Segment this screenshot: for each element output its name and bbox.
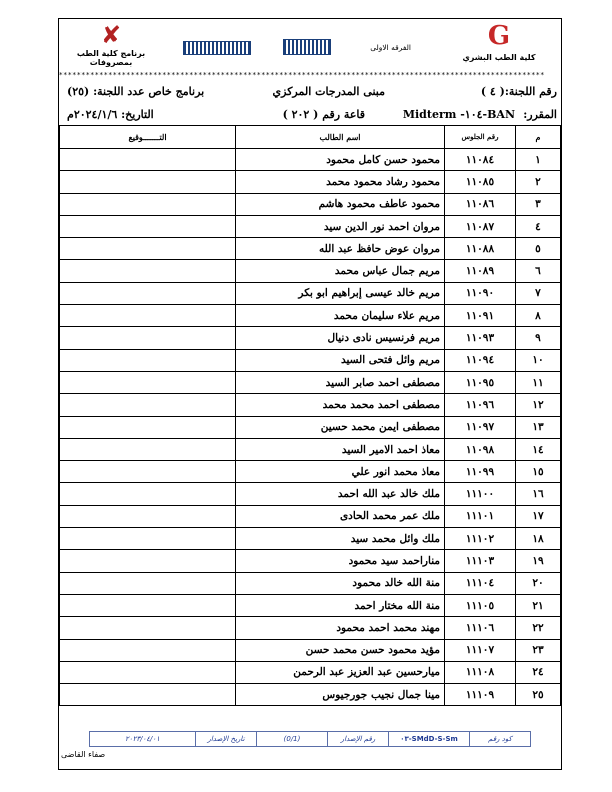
seat-number: ١١٠٨٧: [445, 215, 516, 237]
table-row: [60, 193, 561, 215]
row-number: ١٢: [516, 394, 561, 416]
signature-cell[interactable]: [60, 282, 236, 304]
table-row: [60, 594, 561, 616]
footer-date-value: ٢٠٢٣/٠٤/٠١: [125, 735, 160, 743]
star-divider: ************************************************************************************************************: [59, 71, 545, 79]
student-name: مريم خالد عيسى إبراهيم ابو بكر: [236, 282, 445, 304]
row-number: ١٩: [516, 550, 561, 572]
table-header-row: [60, 126, 561, 149]
row-number: ٦: [516, 260, 561, 282]
signature-cell[interactable]: [60, 193, 236, 215]
column-header-number: م: [516, 126, 561, 149]
document-footer: [89, 731, 531, 747]
attendance-table: [59, 125, 561, 706]
table-row: [60, 684, 561, 706]
table-row: [60, 550, 561, 572]
row-number: ٨: [516, 305, 561, 327]
footer-issue-label: رقم الإصدار: [327, 732, 388, 746]
seat-number: ١١١٠٧: [445, 639, 516, 661]
student-name: ملك وائل محمد سيد: [236, 528, 445, 550]
student-name: ملك عمر محمد الحادى: [236, 505, 445, 527]
student-name: مروان احمد نور الدين سيد: [236, 215, 445, 237]
program-logo-icon: ✘: [100, 21, 122, 49]
student-name: ملك خالد عبد الله احمد: [236, 483, 445, 505]
seat-number: ١١١٠٣: [445, 550, 516, 572]
year-label: الفرقه الاولى: [370, 43, 411, 52]
table-row: [60, 260, 561, 282]
program-logo: [61, 21, 161, 71]
row-number: ١٧: [516, 505, 561, 527]
seat-number: ١١٠٨٨: [445, 238, 516, 260]
signature-cell[interactable]: [60, 215, 236, 237]
course-label: المقرر:: [523, 108, 557, 121]
student-name: ميارحسين عبد العزيز عبد الرحمن: [236, 661, 445, 683]
row-number: ١٤: [516, 438, 561, 460]
signature-cell[interactable]: [60, 171, 236, 193]
committee-number: رقم اللجنة:( ٤ ): [480, 85, 557, 98]
student-name: مينا جمال نجيب جورجيوس: [236, 684, 445, 706]
signature-cell[interactable]: [60, 349, 236, 371]
hall-number: قاعة رقم ( ٢٠٢ ): [282, 108, 365, 121]
footer-issue-value: (0/1): [256, 732, 327, 746]
signature-cell[interactable]: [60, 684, 236, 706]
stamp-logo: [183, 41, 251, 55]
row-number: ١: [516, 149, 561, 171]
table-row: [60, 416, 561, 438]
seat-number: ١١١٠٤: [445, 572, 516, 594]
column-header-name: اسم الطالب: [236, 126, 445, 149]
stamp-logo: [283, 39, 331, 55]
seat-number: ١١٠٩١: [445, 305, 516, 327]
table-row: [60, 149, 561, 171]
seat-number: ١١٠٩٧: [445, 416, 516, 438]
row-number: ٩: [516, 327, 561, 349]
signature-cell[interactable]: [60, 550, 236, 572]
table-row: [60, 349, 561, 371]
table-row: [60, 461, 561, 483]
column-header-signature: التـــــــوقيع: [60, 126, 236, 149]
student-name: محمود حسن كامل محمود: [236, 149, 445, 171]
table-row: [60, 282, 561, 304]
exam-date: التاريخ: ٢٠٢٤/١/٦م: [67, 108, 154, 121]
row-number: ١٠: [516, 349, 561, 371]
program-logo-caption: برنامج كلية الطب بمصروفات: [76, 49, 146, 67]
signature-cell[interactable]: [60, 528, 236, 550]
student-name: معاذ محمد انور علي: [236, 461, 445, 483]
signature-cell[interactable]: [60, 639, 236, 661]
seat-number: ١١٠٩٨: [445, 438, 516, 460]
row-number: ٢٤: [516, 661, 561, 683]
table-row: [60, 617, 561, 639]
student-name: محمود رشاد محمود محمد: [236, 171, 445, 193]
footer-date-label: تاريخ الإصدار: [195, 732, 256, 746]
signature-cell[interactable]: [60, 238, 236, 260]
signature-cell[interactable]: [60, 594, 236, 616]
signature-cell[interactable]: [60, 661, 236, 683]
table-row: [60, 483, 561, 505]
row-number: ١٨: [516, 528, 561, 550]
seat-number: ١١٠٩٦: [445, 394, 516, 416]
seat-number: ١١٠٨٩: [445, 260, 516, 282]
signature-cell[interactable]: [60, 327, 236, 349]
seat-number: ١١٠٨٥: [445, 171, 516, 193]
seat-number: ١١٠٩٩: [445, 461, 516, 483]
signature-cell[interactable]: [60, 617, 236, 639]
seat-number: ١١١٠٨: [445, 661, 516, 683]
row-number: ٢٠: [516, 572, 561, 594]
signature-cell[interactable]: [60, 371, 236, 393]
student-name: منة الله خالد محمود: [236, 572, 445, 594]
student-name: مريم علاء سليمان محمد: [236, 305, 445, 327]
row-number: ١٣: [516, 416, 561, 438]
table-row: [60, 438, 561, 460]
student-name: مريم جمال عباس محمد: [236, 260, 445, 282]
seat-number: ١١١٠٦: [445, 617, 516, 639]
table-row: [60, 572, 561, 594]
table-row: [60, 238, 561, 260]
signature-cell[interactable]: [60, 149, 236, 171]
student-name: محمود عاطف محمود هاشم: [236, 193, 445, 215]
row-number: ٧: [516, 282, 561, 304]
seat-number: ١١٠٩٣: [445, 327, 516, 349]
table-row: [60, 394, 561, 416]
table-row: [60, 639, 561, 661]
row-number: ١١: [516, 371, 561, 393]
row-number: ٢١: [516, 594, 561, 616]
table-row: [60, 528, 561, 550]
student-name: مروان عوض حافظ عبد الله: [236, 238, 445, 260]
column-header-seat: رقم الجلوس: [445, 126, 516, 149]
row-number: ٢٣: [516, 639, 561, 661]
table-row: [60, 371, 561, 393]
faculty-logo-caption: كلية الطب البشري: [462, 53, 536, 62]
row-number: ٢٥: [516, 684, 561, 706]
table-row: [60, 305, 561, 327]
table-row: [60, 505, 561, 527]
row-number: ٢٢: [516, 617, 561, 639]
student-name: مهند محمد احمد محمود: [236, 617, 445, 639]
student-name: مصطفى احمد محمد محمد: [236, 394, 445, 416]
seat-number: ١١١٠٠: [445, 483, 516, 505]
seat-number: ١١١٠١: [445, 505, 516, 527]
signature-name: صفاء القاضى: [61, 750, 106, 759]
seat-number: ١١٠٨٦: [445, 193, 516, 215]
faculty-logo: [439, 23, 559, 69]
table-row: [60, 215, 561, 237]
row-number: ١٥: [516, 461, 561, 483]
seat-number: ١١١٠٥: [445, 594, 516, 616]
table-row: [60, 661, 561, 683]
seat-number: ١١٠٩٥: [445, 371, 516, 393]
building-name: مبنى المدرجات المركزي: [272, 85, 385, 98]
document-page: [58, 18, 562, 770]
row-number: ٤: [516, 215, 561, 237]
signature-cell[interactable]: [60, 505, 236, 527]
table-row: [60, 171, 561, 193]
signature-cell[interactable]: [60, 260, 236, 282]
student-name: مصطفى احمد صابر السيد: [236, 371, 445, 393]
signature-cell[interactable]: [60, 483, 236, 505]
signature-cell[interactable]: [60, 394, 236, 416]
student-name: منة الله مختار احمد: [236, 594, 445, 616]
student-name: مؤيد محمود حسن محمد حسن: [236, 639, 445, 661]
seat-number: ١١٠٩٤: [445, 349, 516, 371]
footer-code-label: كود رقم: [469, 732, 530, 746]
signature-cell[interactable]: [60, 438, 236, 460]
table-row: [60, 327, 561, 349]
header: [59, 19, 561, 79]
signature-cell[interactable]: [60, 461, 236, 483]
student-name: مريم وائل فتحى السيد: [236, 349, 445, 371]
row-number: ٢: [516, 171, 561, 193]
faculty-logo-mark: G: [487, 21, 511, 51]
row-number: ٥: [516, 238, 561, 260]
footer-code-value: SMdD-S-Sm-٠٣: [388, 732, 469, 746]
student-name: مناراحمد سيد محمود: [236, 550, 445, 572]
seat-number: ١١٠٨٤: [445, 149, 516, 171]
seat-number: ١١١٠٢: [445, 528, 516, 550]
signature-cell[interactable]: [60, 305, 236, 327]
course-value: BAN-١٠٤- Midterm: [402, 108, 515, 121]
student-name: مصطفى ايمن محمد حسين: [236, 416, 445, 438]
row-number: ١٦: [516, 483, 561, 505]
seat-number: ١١٠٩٠: [445, 282, 516, 304]
student-name: معاذ احمد الامير السيد: [236, 438, 445, 460]
signature-cell[interactable]: [60, 416, 236, 438]
seat-number: ١١١٠٩: [445, 684, 516, 706]
row-number: ٣: [516, 193, 561, 215]
program-count: برنامج خاص عدد اللجنة: (٢٥): [67, 85, 205, 98]
student-name: مريم فرنسيس نادى دنيال: [236, 327, 445, 349]
signature-cell[interactable]: [60, 572, 236, 594]
